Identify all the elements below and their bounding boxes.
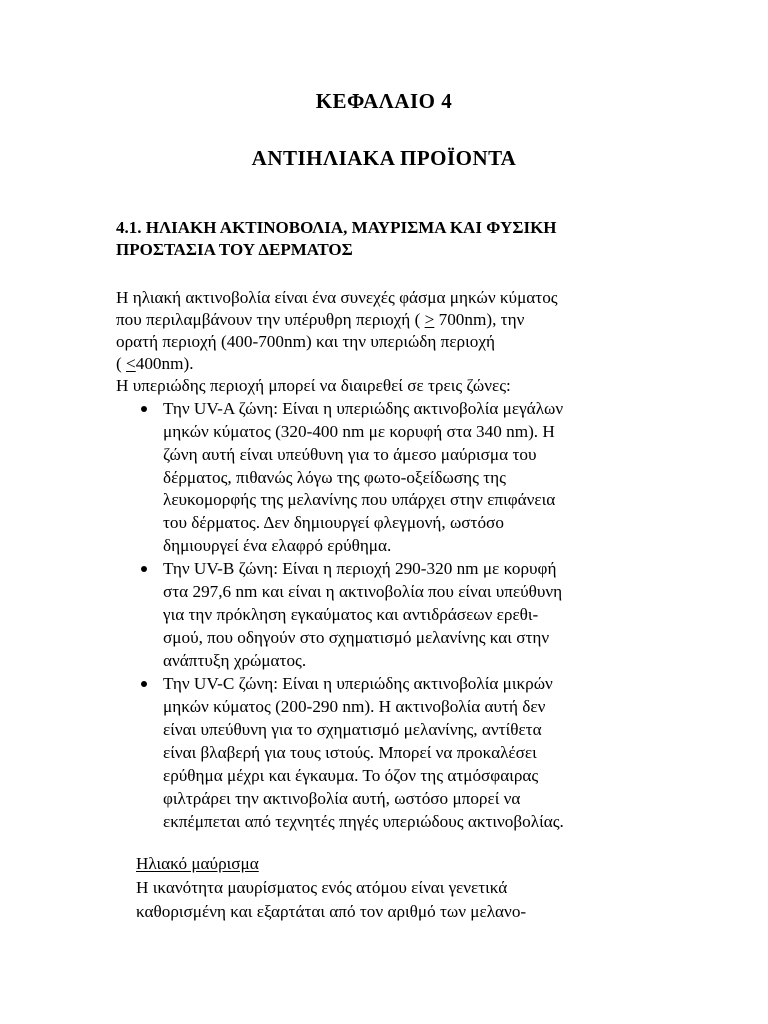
bullet-line: ζώνη αυτή είναι υπεύθυνη για το άμεσο μαύρισμα του: [163, 445, 537, 464]
greater-equal-symbol: >: [424, 310, 435, 329]
bullet-line: στα 297,6 nm και είναι η ακτινοβολία που είναι υπεύθυνη: [163, 582, 563, 601]
bullet-line: είναι βλαβερή για τους ιστούς. Μπορεί να προκαλέσει: [163, 743, 537, 762]
text-run: που περιλαμβάνουν την υπέρυθρη περιοχή (: [116, 310, 425, 329]
bullet-line: Την UV-B ζώνη: Είναι η περιοχή 290-320 nm με κορυφή: [163, 559, 557, 578]
section-heading: [116, 217, 676, 261]
bullet-line: μηκών κύματος (200-290 nm). Η ακτινοβολία αυτή δεν: [163, 697, 546, 716]
paragraph-line: [116, 353, 194, 375]
paragraph-line: Η ικανότητα μαυρίσματος ενός ατόμου είναι γενετικά: [136, 878, 508, 897]
text-run: 700nm), την: [434, 310, 525, 329]
bullet-line: ερύθημα μέχρι και έγκαυμα. Το όζον της ατμόσφαιρας: [163, 766, 539, 785]
paragraph-line: Η ηλιακή ακτινοβολία είναι ένα συνεχές φάσμα μηκών κύματος: [116, 288, 558, 307]
bullet-line: ανάπτυξη χρώματος.: [163, 651, 307, 670]
bullet-line: για την πρόκληση εγκαύματος και αντιδράσεων ερεθι-: [163, 605, 539, 624]
bullet-line: εκπέμπεται από τεχνητές πηγές υπεριώδους ακτινοβολίας.: [163, 812, 564, 831]
bullet-line: Την UV-A ζώνη: Είναι η υπεριώδης ακτινοβολία μεγάλων: [163, 399, 564, 418]
paragraph-line: ορατή περιοχή (400-700nm) και την υπεριώδη περιοχή: [116, 332, 495, 351]
bullet-line: σμού, που οδηγούν στο σχηματισμό μελανίνης και στην: [163, 628, 550, 647]
bullet-line: λευκομορφής της μελανίνης που υπάρχει στην επιφάνεια: [163, 490, 556, 509]
bullet-icon: [141, 406, 147, 412]
bullet-line: Την UV-C ζώνη: Είναι η υπεριώδης ακτινοβολία μικρών: [163, 674, 553, 693]
bullet-line: δημιουργεί ένα ελαφρό ερύθημα.: [163, 536, 392, 555]
text-run: (: [116, 354, 127, 373]
paragraph-line: καθορισμένη και εξαρτάται από τον αριθμό των μελανο-: [136, 902, 527, 921]
bullet-line: είναι υπεύθυνη για το σχηματισμό μελανίνης, αντίθετα: [163, 720, 542, 739]
paragraph-line: Η υπεριώδης περιοχή μπορεί να διαιρεθεί σε τρεις ζώνες:: [116, 376, 511, 395]
subheading-tanning: Ηλιακό μαύρισμα: [136, 854, 259, 873]
less-equal-symbol: <: [126, 354, 136, 373]
text-run: 400nm).: [135, 354, 194, 373]
bullet-line: φιλτράρει την ακτινοβολία αυτή, ωστόσο μπορεί να: [163, 789, 521, 808]
bullet-icon: [141, 681, 147, 687]
paragraph-line: [116, 309, 524, 331]
chapter-title: ΚΕΦΑΛΑΙΟ 4: [315, 89, 453, 113]
bullet-line: του δέρματος. Δεν δημιουργεί φλεγμονή, ωστόσο: [163, 513, 504, 532]
chapter-subtitle: ΑΝΤΙΗΛΙΑΚΑ ΠΡΟΪΟΝΤΑ: [251, 146, 517, 170]
section-heading-line: ΠΡΟΣΤΑΣΙΑ ΤΟΥ ΔΕΡΜΑΤΟΣ: [116, 240, 353, 259]
bullet-icon: [141, 566, 147, 572]
bullet-line: μηκών κύματος (320-400 nm με κορυφή στα 340 nm). Η: [163, 422, 555, 441]
bullet-line: δέρματος, πιθανώς λόγω της φωτο-οξείδωσης της: [163, 468, 506, 487]
section-heading-line: 4.1. ΗΛΙΑΚΗ ΑΚΤΙΝΟΒΟΛΙΑ, ΜΑΥΡΙΣΜΑ ΚΑΙ ΦΥΣΙΚΗ: [116, 218, 557, 237]
